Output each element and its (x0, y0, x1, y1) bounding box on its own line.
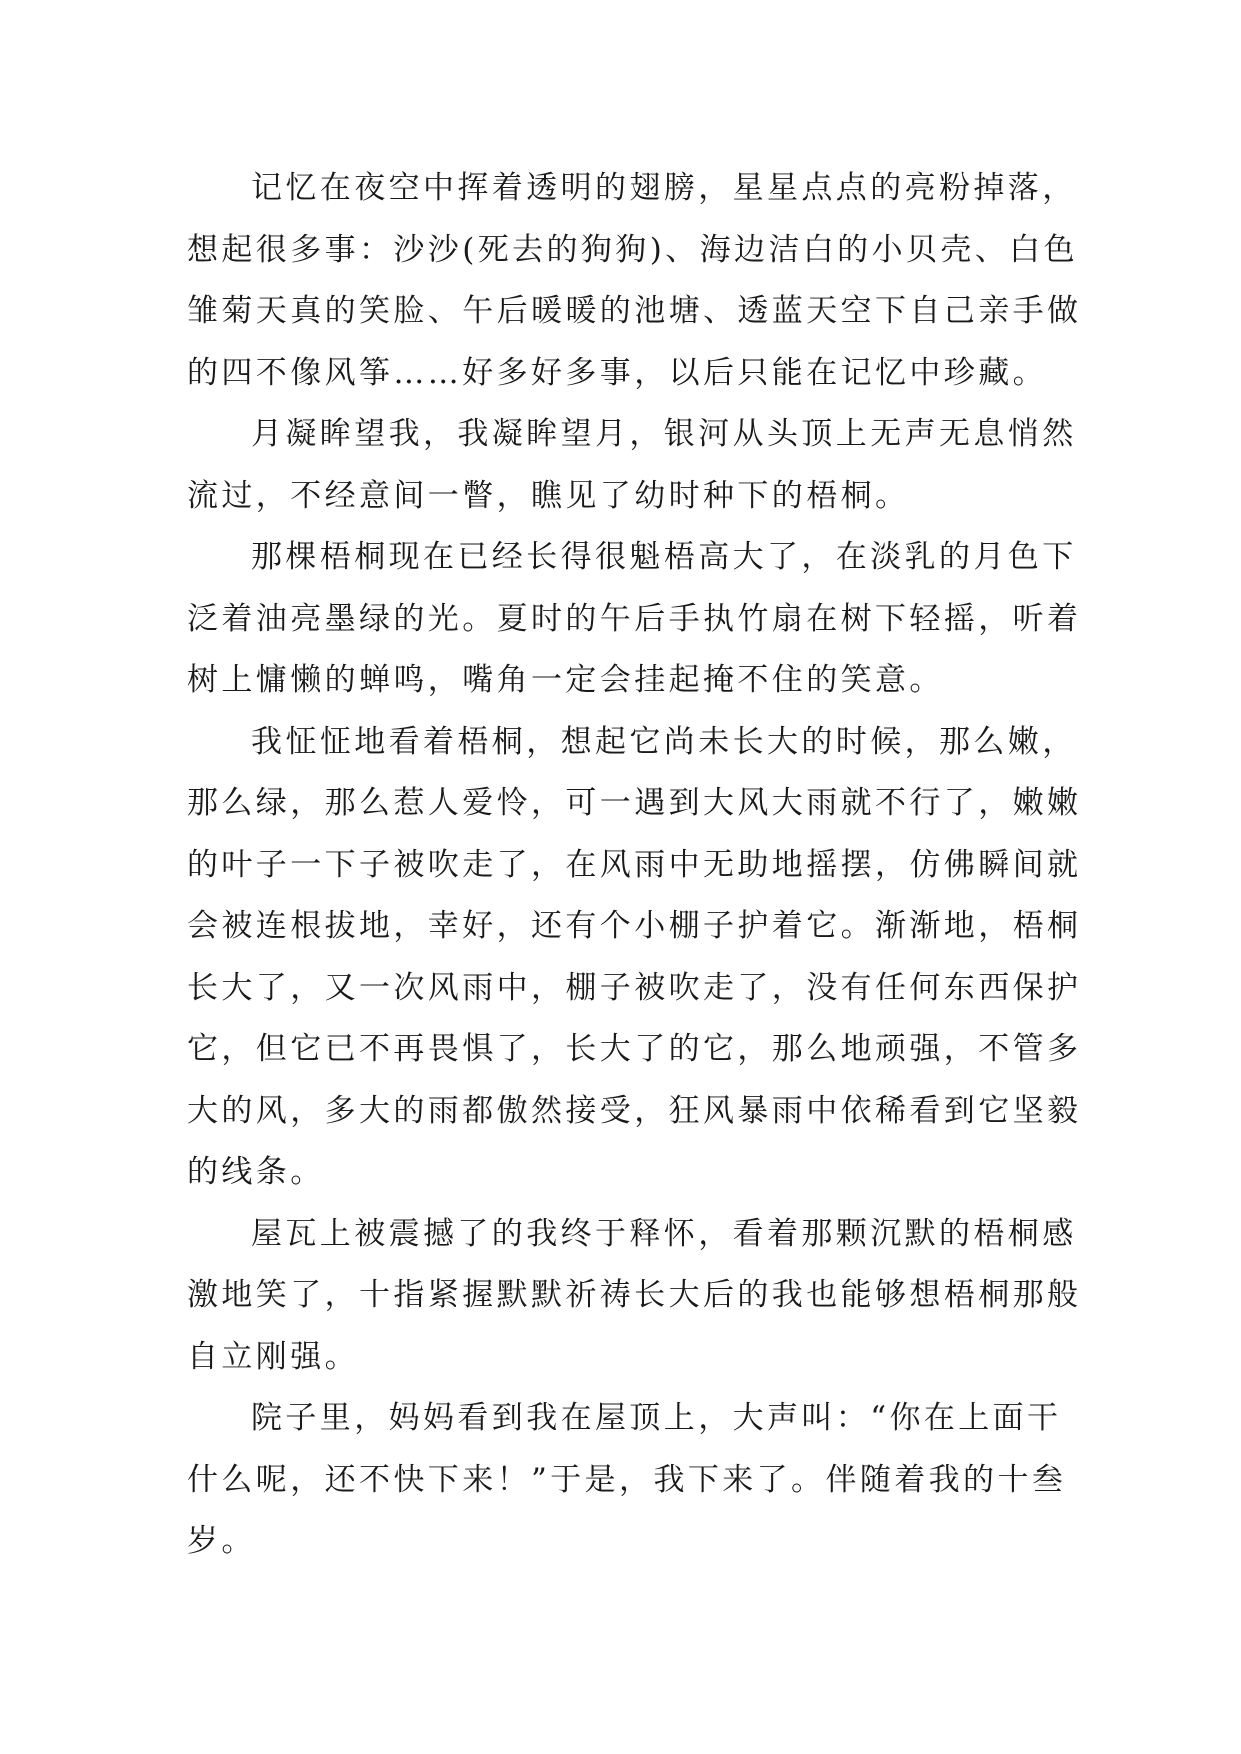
paragraph-line: 那么绿，那么惹人爱怜，可一遇到大风大雨就不行了，嫩嫩 (187, 785, 1082, 821)
paragraph-line: 的叶子一下子被吹走了，在风雨中无助地摇摆，仿佛瞬间就 (187, 846, 1082, 883)
paragraph-line: 泛着油亮墨绿的光。夏时的午后手执竹扇在树下轻摇，听着 (187, 600, 1082, 637)
paragraph-line: 大的风，多大的雨都傲然接受，狂风暴雨中依稀看到它坚毅 (187, 1092, 1082, 1129)
paragraph-line: 会被连根拔地，幸好，还有个小棚子护着它。渐渐地，梧桐 (187, 908, 1082, 944)
paragraph-line: 什么呢，还不快下来！”于是，我下来了。伴随着我的十叁 (187, 1461, 1067, 1498)
paragraph-line: 雏菊天真的笑脸、午后暖暖的池塘、透蓝天空下自己亲手做 (187, 293, 1082, 329)
document-body (187, 158, 1082, 1573)
paragraph-line: 记忆在夜空中挥着透明的翅膀，星星点点的亮粉掉落， (251, 170, 1077, 206)
paragraph-line: 那棵梧桐现在已经长得很魁梧高大了，在淡乳的月色下 (251, 539, 1077, 575)
paragraph-line: 院子里，妈妈看到我在屋顶上，大声叫：“你在上面干 (251, 1400, 1062, 1436)
paragraph-line: 的四不像风筝……好多好多事，以后只能在记忆中珍藏。 (187, 354, 1047, 391)
paragraph-line: 树上慵懒的蝉鸣，嘴角一定会挂起掩不住的笑意。 (187, 662, 944, 698)
paragraph-line: 流过，不经意间一瞥，瞧见了幼时种下的梧桐。 (187, 477, 910, 514)
paragraph-line: 月凝眸望我，我凝眸望月，银河从头顶上无声无息悄然 (251, 416, 1077, 452)
paragraph-line: 自立刚强。 (187, 1338, 359, 1375)
paragraph-line: 激地笑了，十指紧握默默祈祷长大后的我也能够想梧桐那般 (187, 1277, 1082, 1313)
paragraph-line: 屋瓦上被震撼了的我终于释怀，看着那颗沉默的梧桐感 (251, 1215, 1077, 1252)
paragraph-line: 长大了，又一次风雨中，棚子被吹走了，没有任何东西保护 (187, 969, 1082, 1006)
paragraph-line: 岁。 (187, 1523, 256, 1559)
paragraph-line: 我怔怔地看着梧桐，想起它尚未长大的时候，那么嫩， (251, 723, 1077, 760)
paragraph-line: 的线条。 (187, 1154, 325, 1190)
paragraph-line: 想起很多事：沙沙(死去的狗狗)、海边洁白的小贝壳、白色 (187, 231, 1078, 268)
paragraph-line: 它，但它已不再畏惧了，长大了的它，那么地顽强，不管多 (187, 1031, 1082, 1067)
